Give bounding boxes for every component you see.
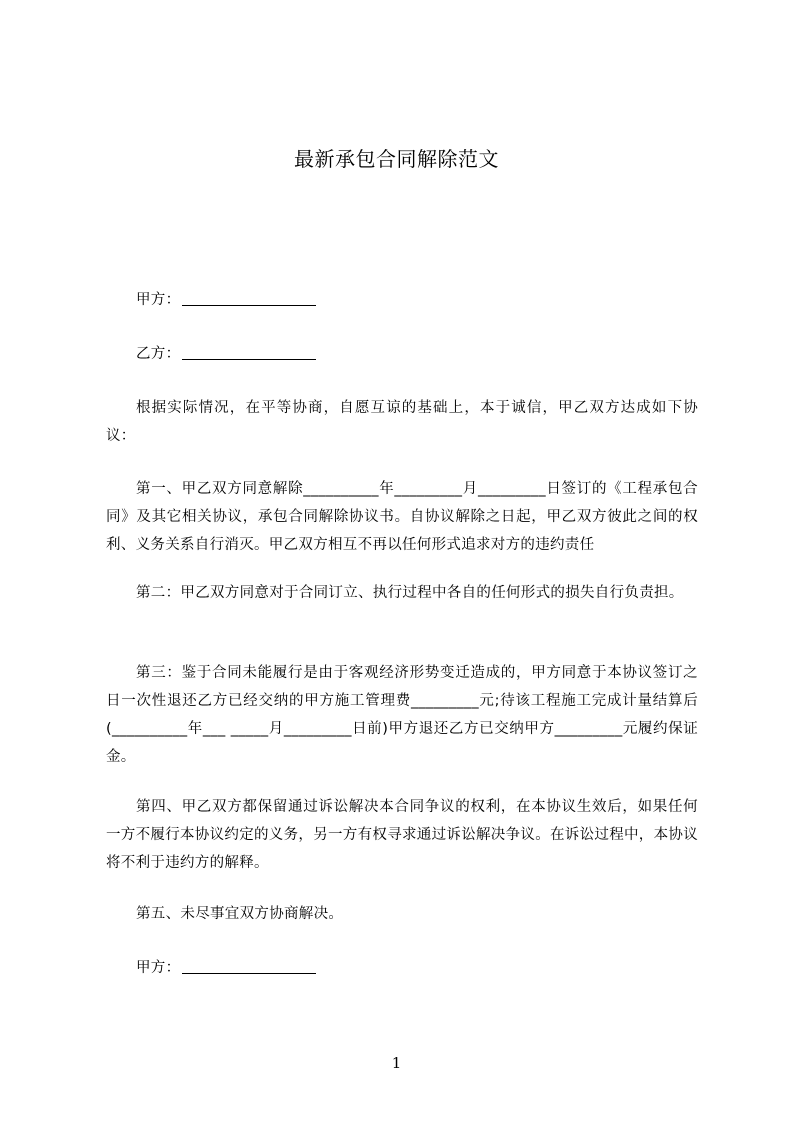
closing-party-a-blank-line [182,957,316,974]
party-b-blank-line [182,343,316,360]
page-number: 1 [391,1054,402,1072]
closing-party-a-label: 甲方： [136,960,181,976]
closing-party-a-field [136,954,316,982]
party-b-field [136,340,316,368]
party-a-field [136,286,316,314]
party-a-label: 甲方： [136,292,181,308]
clause-2-paragraph: 第二：甲乙双方同意对于合同订立、执行过程中各自的任何形式的损失自行负责担。 [136,585,684,601]
clause-3-paragraph: 第三：鉴于合同未能履行是由于客观经济形势变迁造成的，甲方同意于本协议签订之日一次性退还乙方已经交纳的甲方施工管理费_________元;待该工程施工完成计量结算后(__________年___ _____月_________日前)甲方退还乙方已交纳甲方_________元履约保证金。 [106,665,698,765]
party-b-label: 乙方： [136,346,181,362]
intro-paragraph: 根据实际情况，在平等协商，自愿互谅的基础上，本于诚信，甲乙双方达成如下协议： [106,400,698,444]
clause-1-paragraph: 第一、甲乙双方同意解除__________年_________月_________日签订的《工程承包合同》及其它相关协议，承包合同解除协议书。自协议解除之日起，甲乙双方彼此之间的权利、义务关系自行消灭。甲乙双方相互不再以任何形式追求对方的违约责任 [106,481,698,553]
party-a-blank-line [182,289,316,306]
document-title: 最新承包合同解除范文 [294,147,499,171]
clause-5-paragraph: 第五、未尽事宜双方协商解决。 [136,906,344,922]
clause-4-paragraph: 第四、甲乙双方都保留通过诉讼解决本合同争议的权利，在本协议生效后，如果任何一方不履行本协议约定的义务，另一方有权寻求通过诉讼解决争议。在诉讼过程中，本协议将不利于违约方的解释。 [106,799,698,871]
